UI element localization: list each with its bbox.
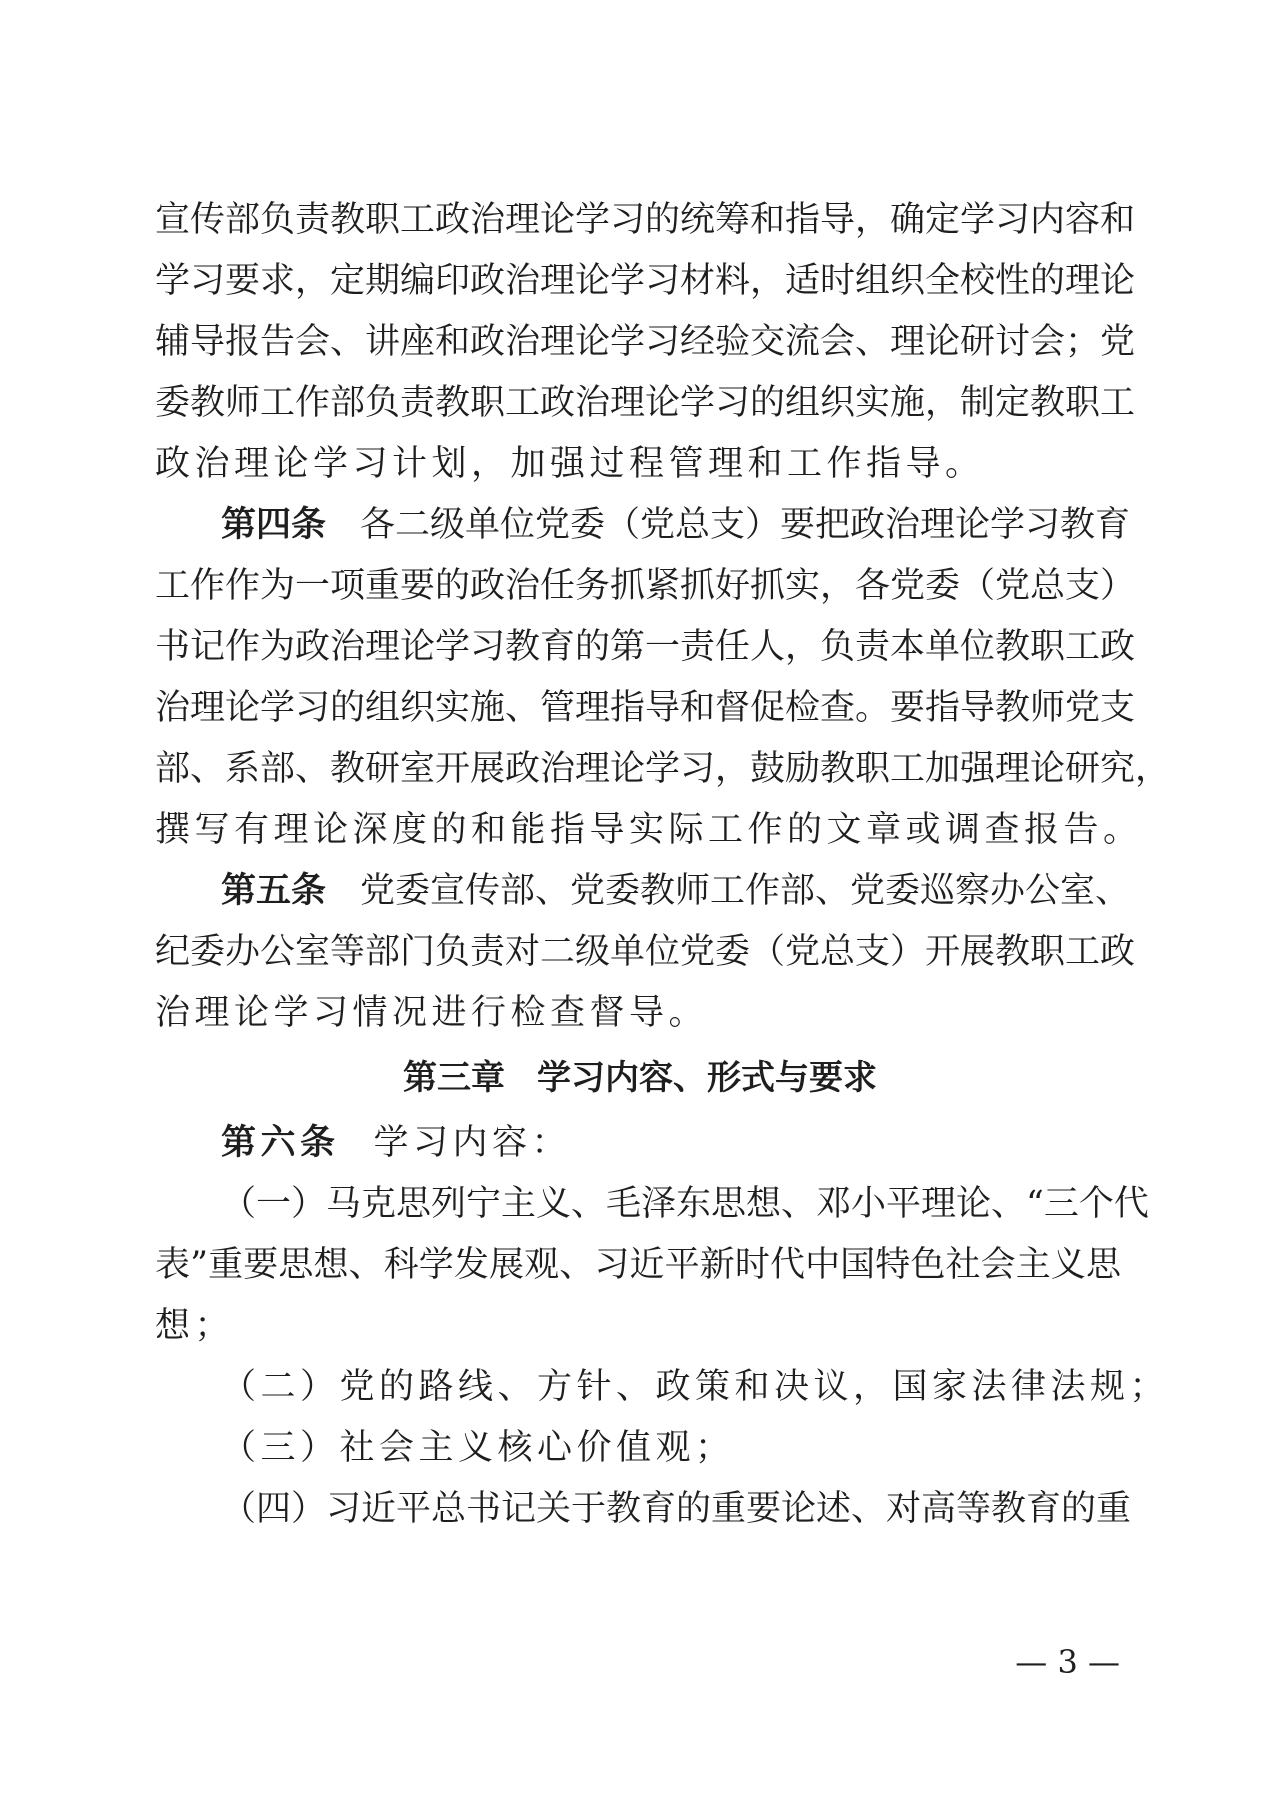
article-6-line: [221, 1123, 1121, 1163]
article-number: 第六条: [221, 1123, 340, 1163]
text-line: 学习内容：: [373, 1123, 572, 1163]
list-item-2: （二）党的路线、方针、政策和决议，国家法律法规；: [221, 1367, 1170, 1407]
article-number: 第五条: [221, 871, 327, 911]
list-item-3: （三）社会主义核心价值观；: [221, 1428, 735, 1468]
list-item-4: （四）习近平总书记关于教育的重要论述、对高等教育的重: [221, 1489, 1132, 1529]
text-line: 撰写有理论深度的和能指导实际工作的文章或调查报告。: [155, 810, 1143, 850]
text-line: 想；: [155, 1306, 235, 1346]
text-line: 工作作为一项重要的政治任务抓紧抓好抓实，各党委（党总支）: [155, 566, 1136, 606]
article-number: 第四条: [221, 505, 327, 545]
text-line: 部、系部、教研室开展政治理论学习，鼓励教职工加强理论研究，: [155, 749, 1171, 789]
text-line: 委教师工作部负责教职工政治理论学习的组织实施，制定教职工: [155, 383, 1136, 423]
page-number: — 3 —: [1015, 1643, 1120, 1681]
text-line: 宣传部负责教职工政治理论学习的统筹和指导，确定学习内容和: [155, 200, 1136, 240]
text-line: 表”重要思想、科学发展观、习近平新时代中国特色社会主义思: [155, 1245, 1121, 1285]
chapter-heading: [0, 1058, 1280, 1098]
text-line: 书记作为政治理论学习教育的第一责任人，负责本单位教职工政: [155, 627, 1136, 667]
article-5-first-line: [221, 871, 1131, 911]
list-item-1-line: （一）马克思列宁主义、毛泽东思想、邓小平理论、“三个代: [221, 1184, 1149, 1224]
chapter-number: 第三章: [403, 1058, 505, 1098]
chapter-title: 学习内容、形式与要求: [537, 1058, 877, 1098]
text-line: 政治理论学习计划，加强过程管理和工作指导。: [155, 444, 985, 484]
text-line: 学习要求，定期编印政治理论学习材料，适时组织全校性的理论: [155, 261, 1136, 301]
text-line: 纪委办公室等部门负责对二级单位党委（党总支）开展教职工政: [155, 932, 1136, 972]
text-line: 治理论学习的组织实施、管理指导和督促检查。要指导教师党支: [155, 688, 1136, 728]
text-line: 辅导报告会、讲座和政治理论学习经验交流会、理论研讨会；党: [155, 322, 1136, 362]
text-line: 党委宣传部、党委教师工作部、党委巡察办公室、: [360, 871, 1131, 911]
text-line: 治理论学习情况进行检查督导。: [155, 993, 709, 1033]
text-line: 各二级单位党委（党总支）要把政治理论学习教育: [360, 505, 1131, 545]
article-4-first-line: [221, 505, 1131, 545]
